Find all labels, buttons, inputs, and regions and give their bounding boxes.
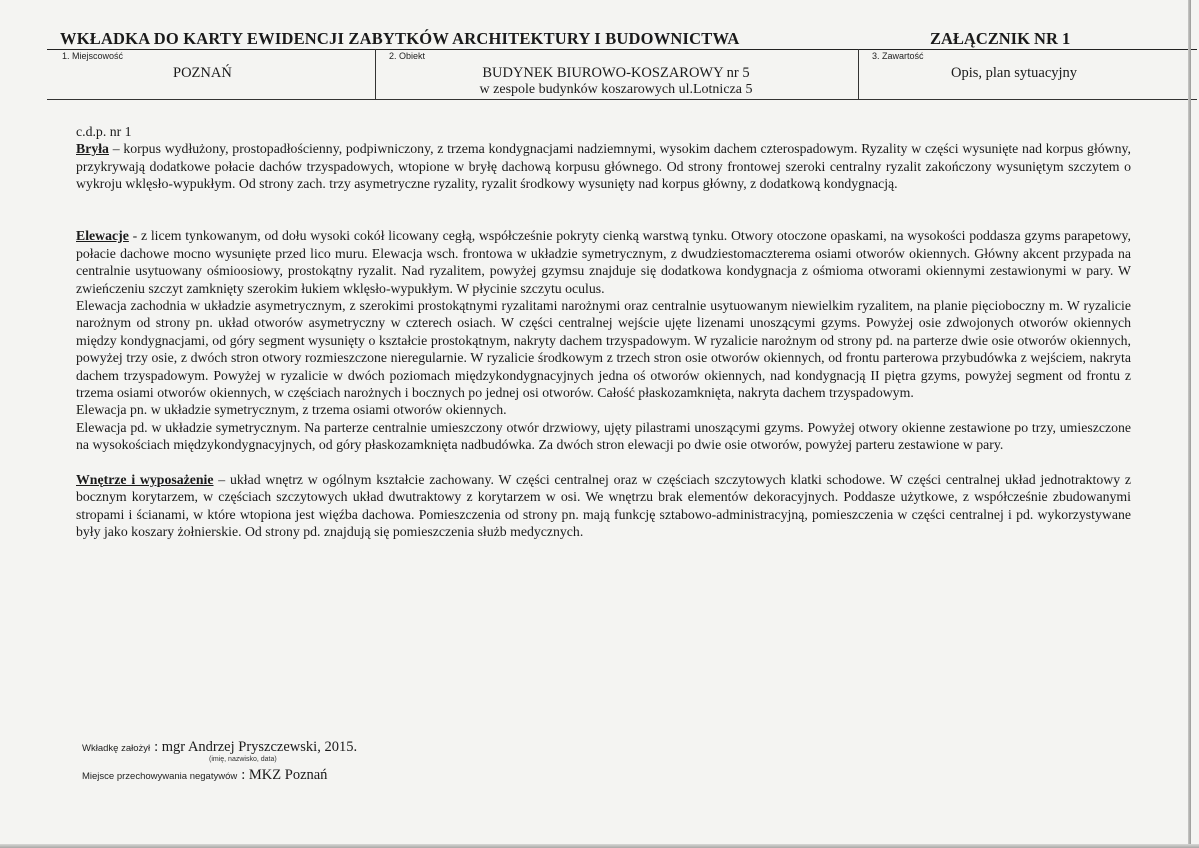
description-body (76, 123, 1131, 541)
object-value-line1: BUDYNEK BIUROWO-KOSZAROWY nr 5 (482, 65, 750, 81)
section-text-bryla: – korpus wydłużony, prostopadłościenny, podpiwniczony, z trzema kondygnacjami nadziemnymi, wysokim dachem czterospadowym. Ryzality w części wysunięte nad korpus główny, przykrywają dodatkowe połacie dachów trzyspadowych, wtopione w bryłę dachową korpusu głównego. Od strony frontowej szeroki centralny ryzalit zakończony wysuniętym szczytem o wykroju wklęsło-wypukłym. Od strony zach. trzy asymetryczne ryzality, ryzalit środkowy wysunięty nad korpus główny, z dodatkową kondygnacją. (76, 141, 1131, 192)
negatives-value: : MKZ Poznań (241, 767, 328, 783)
section-text-elewacje: - z licem tynkowanym, od dołu wysoki cokół licowany cegłą, współcześnie pokryty cienką warstwą tynku. Otwory otoczone opaskami, na wysokości poddasza gzyms parapetowy, połacie dachowe mocno wysunięte przed lico muru. Elewacja wsch. frontowa w układzie symetrycznym, z dwudziestomaczterema osiami otworów okiennych. Główny akcent przypada na centralnie usytuowany ośmioosiowy, prostokątny ryzalit. Nad ryzalitem, powyżej gzymsu znajduje się dodatkowa kondygnacja z ośmioma otworami okiennymi zestawionymi w pary. W zwieńczeniu szczyt zamknięty szerokim łukiem wklęsło-wypukłym. W płycinie szczytu oculus. (76, 228, 1131, 296)
negatives-line (82, 766, 327, 784)
section-heading-bryla: Bryła (76, 141, 109, 157)
negatives-label: Miejsce przechowywania negatywów (82, 771, 238, 782)
author-sublabel: (imię, nazwisko, data) (209, 756, 277, 763)
field-divider-2 (858, 49, 859, 99)
page-edge-bottom (0, 844, 1199, 848)
content-value: Opis, plan sytuacyjny (951, 65, 1078, 81)
section-bryla (76, 140, 1131, 192)
location-label: 1. Miejscowość (62, 51, 124, 61)
section-elewacje (76, 227, 1131, 297)
header-rule-bottom (47, 99, 1197, 100)
field-divider-1 (375, 49, 376, 99)
author-value: : mgr Andrzej Pryszczewski, 2015. (154, 739, 358, 755)
header-rule-top (47, 49, 1197, 50)
paragraph-west-elevation: Elewacja zachodnia w układzie asymetrycznym, z szerokimi prostokątnymi ryzalitami narożnymi oraz centralnie usytuowanym niewielkim ryzalitem, na planie pięcioboczny m. W ryzalicie narożnym od strony pn. układ otworów asymetryczny w czterech osiach. W części centralnej wejście ujęte lizenami unoszącymi gzyms. Powyżej osie zdwojonych otworów okiennych między kondygnacjami, od góry segment wysunięty o kształcie prostokątnym, nakryty dachem trzyspadowym. W ryzalicie narożnym od strony pd. na parterze dwie osie otworów okiennych, powyżej trzy osie, z dwóch stron otwory rozmieszczone nieregularnie. W ryzalicie środkowym z trzech stron osie otworów okiennych, od frontu parterowa przybudówka z wejściem, nakryta dachem trzyspadowym. Powyżej w ryzalicie w dwóch poziomach międzykondygnacyjnych jedna oś otworów okiennych, nad kondygnacją II piętra gzyms, powyżej segment od frontu z trzema osiami otworów okiennych, w częściach narożnych i bocznych po jednej osi otworów. Całość płaskozamknięta, nakryta dachem trzyspadowym. (76, 298, 1131, 401)
page-edge-right (1188, 0, 1191, 848)
section-wnetrze (76, 471, 1131, 541)
paragraph-south-elevation: Elewacja pd. w układzie symetrycznym. Na parterze centralnie umieszczony otwór drzwiowy, ujęty pilastrami unoszącymi gzyms. Powyżej otwory okienne zestawione po trzy, umieszczone na wysokościach międzykondygnacyjnych, od góry płaskozamknięta nadbudówka. Za dwóch stron elewacji po dwie osie otworów, powyżej parteru zestawione w pary. (76, 419, 1131, 453)
section-heading-wnetrze: Wnętrze i wyposażenie (76, 472, 214, 488)
document-title: WKŁADKA DO KARTY EWIDENCJI ZABYTKÓW ARCHITEKTURY I BUDOWNICTWA (60, 29, 740, 48)
object-label: 2. Obiekt (389, 51, 426, 61)
author-label: Wkładkę założył (82, 743, 151, 754)
section-text-wnetrze: – układ wnętrz w ogólnym kształcie zachowany. W części centralnej oraz w częściach szczytowych klatki schodowe. W części centralnej układ jednotraktowy z bocznym korytarzem, w częściach szczytowych układ dwutraktowy z korytarzem w osi. We wnętrzu brak elementów dekoracyjnych. Poddasze użytkowe, z współcześnie zbudowanymi stropami i ścianami, w które wtopiona jest więźba dachowa. Pomieszczenia od strony pn. mają funkcję sztabowo-administracyjną, pomieszczenia w części centralnej i pd. wykorzystywane były jako koszary żołnierskie. Od strony pd. znajdują się pomieszczenia służb medycznych. (76, 472, 1131, 540)
location-value: POZNAŃ (173, 65, 232, 81)
content-label: 3. Zawartość (872, 51, 924, 61)
paragraph-north-elevation: Elewacja pn. w układzie symetrycznym, z trzema osiami otworów okiennych. (76, 402, 507, 418)
object-value-line2: w zespole budynków koszarowych ul.Lotnicza 5 (479, 82, 753, 97)
continuation-note: c.d.p. nr 1 (76, 124, 132, 139)
annex-number: ZAŁĄCZNIK NR 1 (930, 29, 1071, 48)
section-heading-elewacje: Elewacje (76, 228, 129, 244)
author-line (82, 738, 357, 756)
